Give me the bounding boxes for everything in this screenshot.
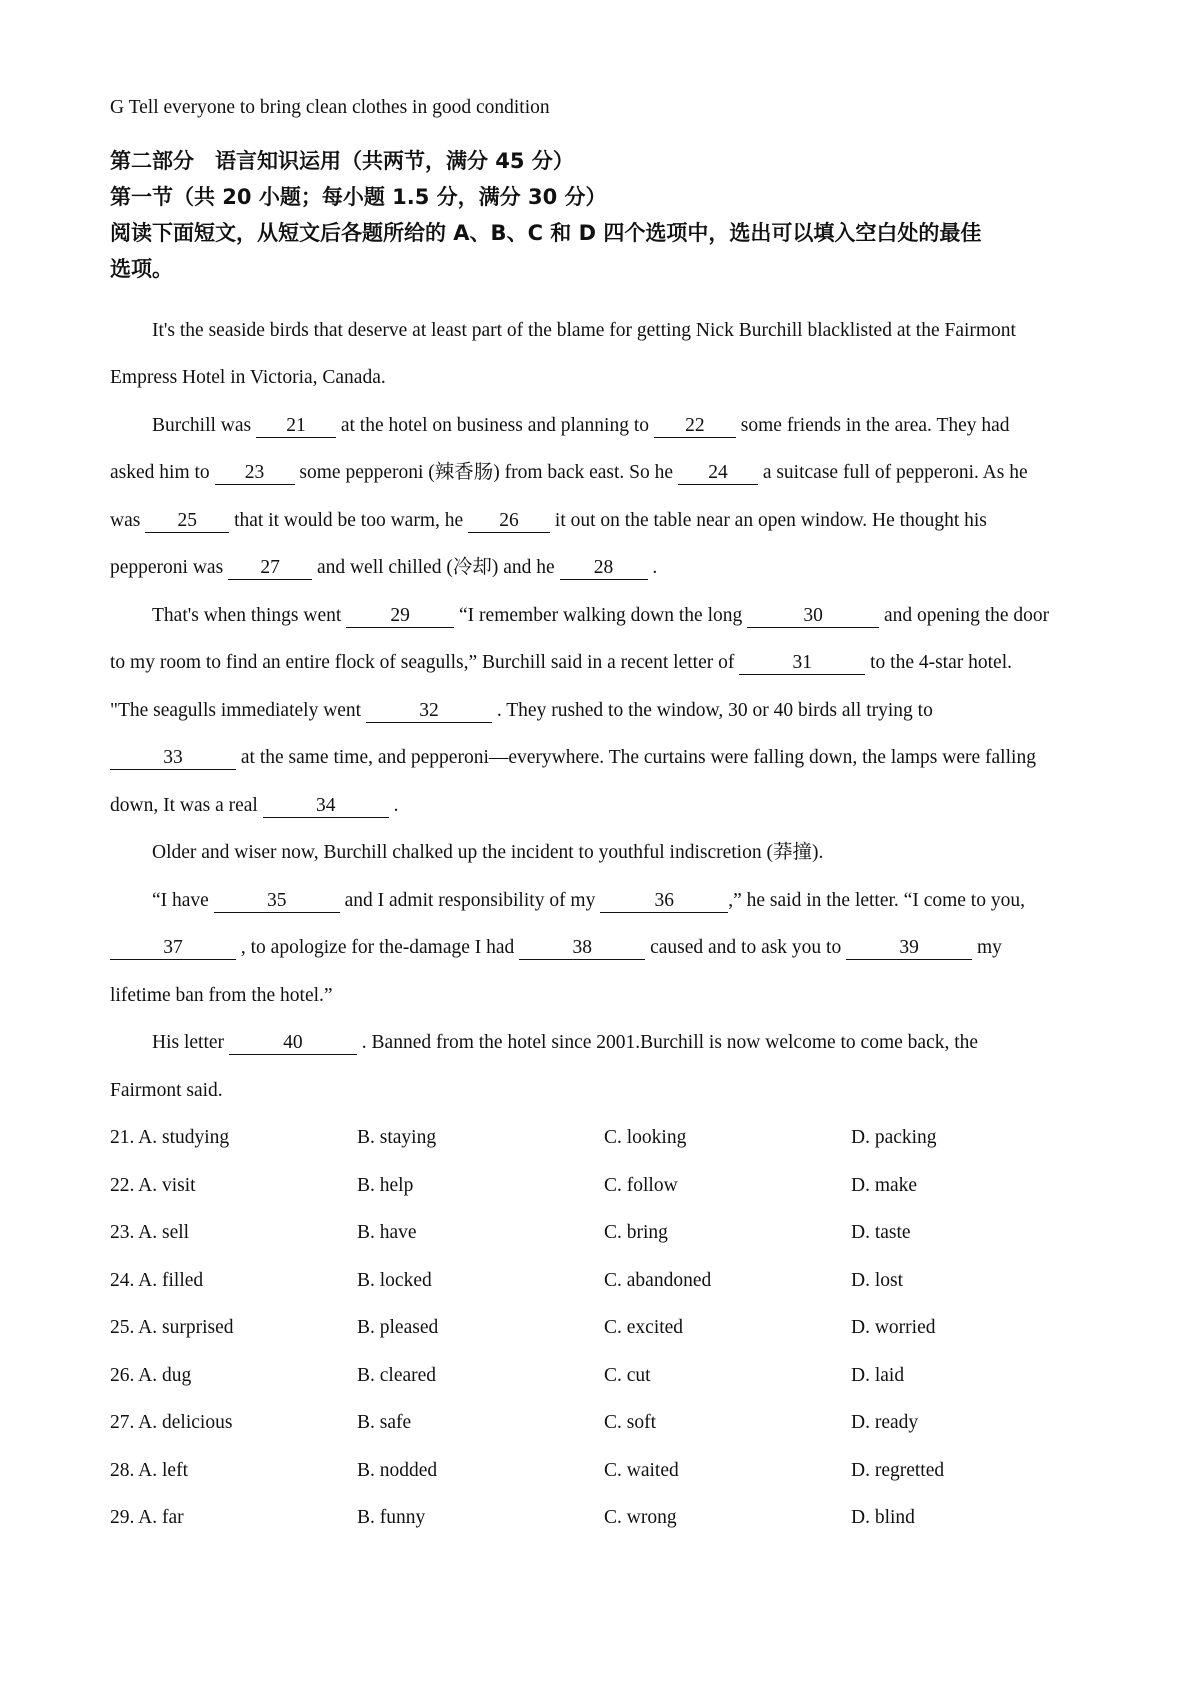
- option-c: C. cut: [604, 1365, 651, 1386]
- option-c: C. abandoned: [604, 1270, 712, 1291]
- blank-30: 30: [747, 605, 879, 628]
- option-a: 27. A. delicious: [110, 1412, 233, 1433]
- option-b: B. cleared: [357, 1365, 437, 1386]
- blank-40: 40: [229, 1032, 357, 1055]
- passage-line: Burchill was 21 at the hotel on business and planning to 22 some friends in the area. They had: [152, 415, 1010, 436]
- blank-24: 24: [678, 462, 758, 485]
- passage-line: asked him to 23 some pepperoni (辣香肠) from back east. So he 24 a suitcase full of pepperoni. As he: [110, 462, 1028, 483]
- passage-line: "The seagulls immediately went 32 . They rushed to the window, 30 or 40 birds all trying to: [110, 700, 933, 721]
- passage-line: Older and wiser now, Burchill chalked up the incident to youthful indiscretion (莽撞).: [152, 842, 824, 863]
- blank-28: 28: [560, 557, 648, 580]
- blank-38: 38: [519, 937, 645, 960]
- option-d: D. packing: [851, 1127, 937, 1148]
- option-b: B. have: [357, 1222, 417, 1243]
- passage-line: His letter 40 . Banned from the hotel since 2001.Burchill is now welcome to come back, the: [152, 1032, 979, 1053]
- option-b: B. safe: [357, 1412, 412, 1433]
- instruction-line-1: 阅读下面短文，从短文后各题所给的 A、B、C 和 D 四个选项中，选出可以填入空白处的最佳: [110, 221, 982, 245]
- option-b: B. staying: [357, 1127, 437, 1148]
- passage-line: “I have 35 and I admit responsibility of my 36 ,” he said in the letter. “I come to you,: [152, 890, 1025, 911]
- passage-line: was 25 that it would be too warm, he 26 it out on the table near an open window. He thought his: [110, 510, 987, 531]
- option-a: 24. A. filled: [110, 1270, 204, 1291]
- option-g: G Tell everyone to bring clean clothes in good condition: [110, 97, 550, 118]
- option-d: D. make: [851, 1175, 918, 1196]
- option-d: D. blind: [851, 1507, 915, 1528]
- passage-line: down, It was a real 34 .: [110, 795, 399, 816]
- option-a: 29. A. far: [110, 1507, 184, 1528]
- blank-23: 23: [215, 462, 295, 485]
- blank-22: 22: [654, 415, 736, 438]
- blank-34: 34: [263, 795, 389, 818]
- passage-line: 37 , to apologize for the-damage I had 38 caused and to ask you to 39 my: [110, 935, 1110, 961]
- blank-35: 35: [214, 890, 340, 913]
- option-c: C. excited: [604, 1317, 684, 1338]
- option-b: B. pleased: [357, 1317, 439, 1338]
- option-a: 26. A. dug: [110, 1365, 192, 1386]
- option-c: C. follow: [604, 1175, 678, 1196]
- option-b: B. help: [357, 1175, 414, 1196]
- option-c: C. soft: [604, 1412, 657, 1433]
- passage-line: That's when things went 29 “I remember walking down the long 30 and opening the door: [152, 605, 1050, 626]
- option-d: D. worried: [851, 1317, 936, 1338]
- option-a: 28. A. left: [110, 1460, 188, 1481]
- section-title: 第一节（共 20 小题；每小题 1.5 分，满分 30 分）: [110, 185, 607, 209]
- passage-line: lifetime ban from the hotel.”: [110, 985, 333, 1006]
- blank-25: 25: [145, 510, 229, 533]
- blank-26: 26: [468, 510, 550, 533]
- option-a: 23. A. sell: [110, 1222, 190, 1243]
- option-d: D. regretted: [851, 1460, 945, 1481]
- part-title: 第二部分 语言知识运用（共两节，满分 45 分）: [110, 149, 574, 173]
- passage-line: pepperoni was 27 and well chilled (冷却) and he 28 .: [110, 557, 658, 578]
- blank-36: 36: [600, 890, 728, 913]
- option-a: 21. A. studying: [110, 1127, 230, 1148]
- option-c: C. waited: [604, 1460, 679, 1481]
- blank-32: 32: [366, 700, 492, 723]
- blank-39: 39: [846, 937, 972, 960]
- option-c: C. wrong: [604, 1507, 677, 1528]
- option-d: D. lost: [851, 1270, 904, 1291]
- passage-line: Empress Hotel in Victoria, Canada.: [110, 367, 386, 388]
- passage-line: to my room to find an entire flock of seagulls,” Burchill said in a recent letter of 31 to the 4-star hotel.: [110, 652, 1012, 673]
- option-a: 25. A. surprised: [110, 1317, 234, 1338]
- option-b: B. locked: [357, 1270, 432, 1291]
- blank-29: 29: [346, 605, 454, 628]
- blank-21: 21: [256, 415, 336, 438]
- passage-line: Fairmont said.: [110, 1080, 223, 1101]
- instruction-line-2: 选项。: [110, 257, 173, 281]
- option-b: B. funny: [357, 1507, 426, 1528]
- blank-33: 33: [110, 747, 236, 770]
- option-d: D. ready: [851, 1412, 919, 1433]
- option-c: C. bring: [604, 1222, 668, 1243]
- blank-27: 27: [228, 557, 312, 580]
- passage-line: 33 at the same time, and pepperoni—everywhere. The curtains were falling down, the lamps were falling: [110, 745, 1110, 771]
- option-d: D. taste: [851, 1222, 911, 1243]
- option-a: 22. A. visit: [110, 1175, 196, 1196]
- blank-37: 37: [110, 937, 236, 960]
- option-c: C. looking: [604, 1127, 687, 1148]
- option-d: D. laid: [851, 1365, 905, 1386]
- blank-31: 31: [739, 652, 865, 675]
- option-b: B. nodded: [357, 1460, 438, 1481]
- passage-line: It's the seaside birds that deserve at least part of the blame for getting Nick Burchill blacklisted at the Fairmont: [152, 320, 1016, 341]
